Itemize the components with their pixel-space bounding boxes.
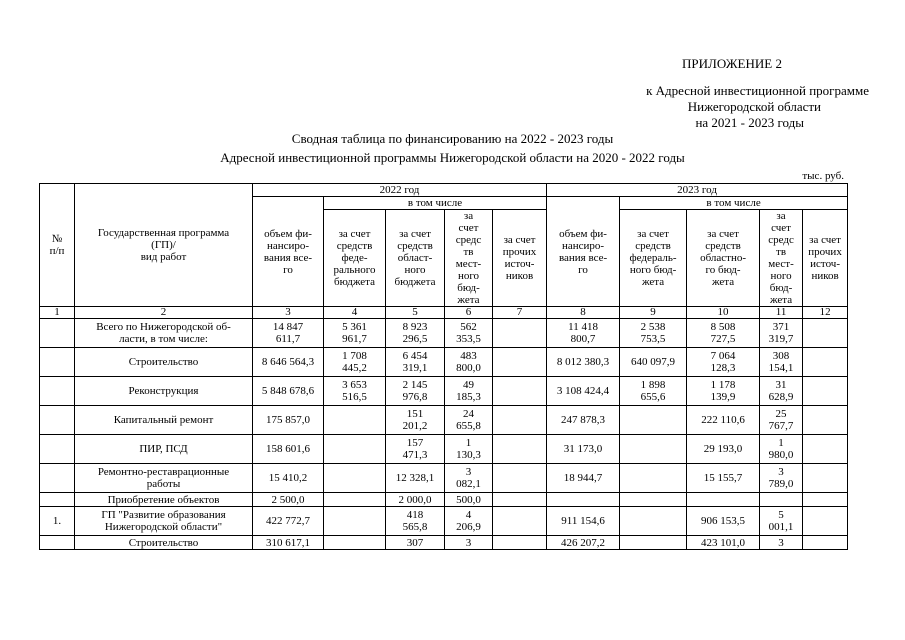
cell-other-2023: [803, 435, 848, 464]
cell-other-2022: [493, 464, 547, 493]
cell-program-name: Капитальный ремонт: [75, 406, 253, 435]
header-local-2022: за счет средс тв мест- ного бюд- жета: [445, 210, 493, 307]
cell-other-2022: [493, 377, 547, 406]
header-program-name: Государственная программа (ГП)/ вид работ: [75, 184, 253, 307]
cell-other-2022: [493, 435, 547, 464]
cell-federal-2023: 2 538 753,5: [620, 319, 687, 348]
cell-program-name: ГП "Развитие образования Нижегородской области": [75, 507, 253, 536]
cell-total-2023: 11 418 800,7: [547, 319, 620, 348]
cell-total-2023: 911 154,6: [547, 507, 620, 536]
cell-regional-2023: 15 155,7: [687, 464, 760, 493]
cell-regional-2023: 1 178 139,9: [687, 377, 760, 406]
cell-total-2023: 18 944,7: [547, 464, 620, 493]
cell-local-2023: 25 767,7: [760, 406, 803, 435]
cell-other-2023: [803, 377, 848, 406]
cell-local-2022: 1 130,3: [445, 435, 493, 464]
cell-regional-2023: 423 101,0: [687, 536, 760, 550]
cell-program-name: Ремонтно-реставрационные работы: [75, 464, 253, 493]
cell-other-2022: [493, 536, 547, 550]
cell-local-2023: 3 789,0: [760, 464, 803, 493]
cell-other-2022: [493, 348, 547, 377]
cell-program-name: Всего по Нижегородской об- ласти, в том числе:: [75, 319, 253, 348]
cell-regional-2022: 307: [386, 536, 445, 550]
table-row: [40, 406, 848, 435]
cell-total-2022: 14 847 611,7: [253, 319, 324, 348]
header-year-2022: 2022 год: [253, 184, 547, 197]
cell-number: [40, 536, 75, 550]
column-number: 4: [324, 307, 386, 319]
cell-other-2023: [803, 406, 848, 435]
cell-total-2023: 426 207,2: [547, 536, 620, 550]
cell-local-2022: 3 082,1: [445, 464, 493, 493]
cell-program-name: Строительство: [75, 536, 253, 550]
header-year-2023: 2023 год: [547, 184, 848, 197]
table-row: [40, 377, 848, 406]
table-row: [40, 464, 848, 493]
table-body: [40, 319, 848, 550]
cell-number: [40, 493, 75, 507]
column-number: 10: [687, 307, 760, 319]
cell-regional-2023: 222 110,6: [687, 406, 760, 435]
cell-federal-2023: [620, 507, 687, 536]
cell-federal-2023: [620, 464, 687, 493]
cell-other-2023: [803, 536, 848, 550]
cell-total-2022: 15 410,2: [253, 464, 324, 493]
cell-regional-2023: [687, 493, 760, 507]
cell-federal-2023: [620, 536, 687, 550]
cell-regional-2022: 12 328,1: [386, 464, 445, 493]
cell-number: [40, 319, 75, 348]
cell-total-2022: 310 617,1: [253, 536, 324, 550]
column-number: 5: [386, 307, 445, 319]
appendix-subtitle-line-2: Нижегородской области: [687, 99, 821, 114]
cell-regional-2023: 906 153,5: [687, 507, 760, 536]
table-row: [40, 319, 848, 348]
column-number: 11: [760, 307, 803, 319]
cell-federal-2022: [324, 536, 386, 550]
column-number: 1: [40, 307, 75, 319]
column-number-row: [40, 307, 848, 319]
cell-other-2023: [803, 464, 848, 493]
header-federal-2023: за счет средств федераль- ного бюд- жета: [620, 210, 687, 307]
cell-local-2022: 562 353,5: [445, 319, 493, 348]
cell-local-2022: 24 655,8: [445, 406, 493, 435]
cell-local-2023: 371 319,7: [760, 319, 803, 348]
cell-regional-2023: 8 508 727,5: [687, 319, 760, 348]
header-federal-2022: за счет средств феде- рального бюджета: [324, 210, 386, 307]
cell-total-2022: 158 601,6: [253, 435, 324, 464]
cell-local-2023: [760, 493, 803, 507]
cell-number: [40, 464, 75, 493]
cell-local-2023: 308 154,1: [760, 348, 803, 377]
cell-regional-2022: 418 565,8: [386, 507, 445, 536]
document-title-line-2: Адресной инвестиционной программы Нижегородской области на 2020 - 2022 годы: [220, 150, 685, 165]
cell-regional-2022: 8 923 296,5: [386, 319, 445, 348]
header-other-2023: за счет прочих источ- ников: [803, 210, 848, 307]
cell-federal-2022: [324, 435, 386, 464]
cell-other-2022: [493, 406, 547, 435]
column-number: 7: [493, 307, 547, 319]
column-number: 6: [445, 307, 493, 319]
cell-federal-2023: [620, 406, 687, 435]
cell-other-2022: [493, 319, 547, 348]
cell-total-2022: 2 500,0: [253, 493, 324, 507]
table-row: [40, 435, 848, 464]
header-in-that-number-2022: в том числе: [324, 197, 547, 210]
cell-number: [40, 377, 75, 406]
cell-regional-2022: 6 454 319,1: [386, 348, 445, 377]
cell-local-2022: 3: [445, 536, 493, 550]
cell-federal-2023: 640 097,9: [620, 348, 687, 377]
cell-federal-2022: [324, 507, 386, 536]
cell-total-2022: 5 848 678,6: [253, 377, 324, 406]
cell-regional-2023: 29 193,0: [687, 435, 760, 464]
column-number: 2: [75, 307, 253, 319]
table-row: [40, 493, 848, 507]
header-regional-2022: за счет средств област- ного бюджета: [386, 210, 445, 307]
financing-table: [39, 183, 848, 550]
cell-other-2023: [803, 507, 848, 536]
cell-program-name: Приобретение объектов: [75, 493, 253, 507]
cell-other-2022: [493, 493, 547, 507]
cell-federal-2022: 5 361 961,7: [324, 319, 386, 348]
cell-federal-2023: [620, 493, 687, 507]
cell-regional-2022: 2 000,0: [386, 493, 445, 507]
header-other-2022: за счет прочих источ- ников: [493, 210, 547, 307]
cell-local-2022: 49 185,3: [445, 377, 493, 406]
header-regional-2023: за счет средств областно- го бюд- жета: [687, 210, 760, 307]
cell-regional-2022: 151 201,2: [386, 406, 445, 435]
column-number: 8: [547, 307, 620, 319]
appendix-label: ПРИЛОЖЕНИЕ 2: [682, 56, 782, 71]
cell-federal-2023: 1 898 655,6: [620, 377, 687, 406]
table-row: [40, 507, 848, 536]
header-total-2023: объем фи- нансиро- вания все- го: [547, 197, 620, 307]
cell-federal-2022: [324, 406, 386, 435]
column-number: 3: [253, 307, 324, 319]
cell-program-name: ПИР, ПСД: [75, 435, 253, 464]
document-title-line-1: Сводная таблица по финансированию на 2022 - 2023 годы: [291, 131, 614, 146]
cell-federal-2023: [620, 435, 687, 464]
cell-local-2022: 4 206,9: [445, 507, 493, 536]
cell-federal-2022: 1 708 445,2: [324, 348, 386, 377]
cell-number: [40, 406, 75, 435]
cell-total-2023: [547, 493, 620, 507]
cell-local-2022: 483 800,0: [445, 348, 493, 377]
cell-local-2023: 31 628,9: [760, 377, 803, 406]
header-in-that-number-2023: в том числе: [620, 197, 848, 210]
cell-local-2022: 500,0: [445, 493, 493, 507]
cell-total-2023: 31 173,0: [547, 435, 620, 464]
cell-other-2022: [493, 507, 547, 536]
header-number: № п/п: [40, 184, 75, 307]
cell-other-2023: [803, 493, 848, 507]
cell-number: [40, 435, 75, 464]
cell-total-2023: 247 878,3: [547, 406, 620, 435]
header-local-2023: за счет средс тв мест- ного бюд- жета: [760, 210, 803, 307]
cell-program-name: Реконструкция: [75, 377, 253, 406]
units-label: тыс. руб.: [802, 170, 844, 182]
cell-local-2023: 3: [760, 536, 803, 550]
column-number: 12: [803, 307, 848, 319]
cell-local-2023: 1 980,0: [760, 435, 803, 464]
appendix-subtitle-line-1: к Адресной инвестиционной программе: [646, 83, 869, 98]
table-row: [40, 348, 848, 377]
cell-total-2023: 8 012 380,3: [547, 348, 620, 377]
table-row: [40, 536, 848, 550]
cell-regional-2022: 157 471,3: [386, 435, 445, 464]
cell-other-2023: [803, 319, 848, 348]
cell-federal-2022: 3 653 516,5: [324, 377, 386, 406]
cell-local-2023: 5 001,1: [760, 507, 803, 536]
cell-federal-2022: [324, 493, 386, 507]
cell-total-2022: 8 646 564,3: [253, 348, 324, 377]
header-total-2022: объем фи- нансиро- вания все- го: [253, 197, 324, 307]
cell-federal-2022: [324, 464, 386, 493]
cell-number: 1.: [40, 507, 75, 536]
cell-total-2022: 422 772,7: [253, 507, 324, 536]
cell-total-2023: 3 108 424,4: [547, 377, 620, 406]
cell-total-2022: 175 857,0: [253, 406, 324, 435]
cell-regional-2023: 7 064 128,3: [687, 348, 760, 377]
column-number: 9: [620, 307, 687, 319]
cell-program-name: Строительство: [75, 348, 253, 377]
cell-number: [40, 348, 75, 377]
appendix-subtitle-line-3: на 2021 - 2023 годы: [695, 115, 804, 130]
cell-regional-2022: 2 145 976,8: [386, 377, 445, 406]
cell-other-2023: [803, 348, 848, 377]
